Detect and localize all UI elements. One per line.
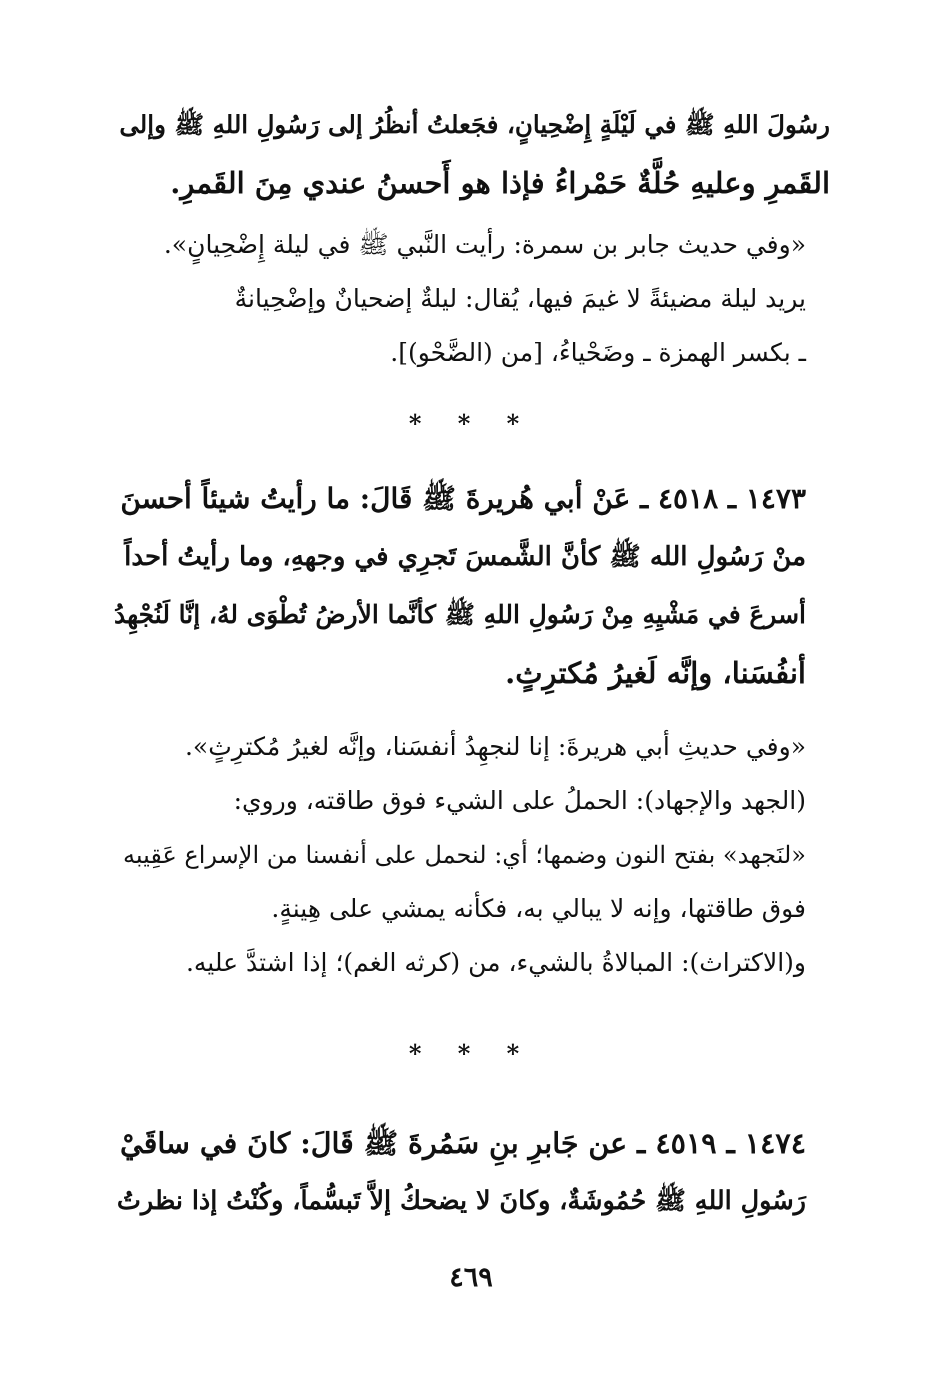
- text-line: و(الاكتراث): المبالاةُ بالشيء، من (كرثه الغم)؛ إذا اشتدَّ عليه.: [185, 948, 806, 977]
- text-line: ١٤٧٤ ـ ٤٥١٩ ـ عن جَابرِ بنِ سَمُرةَ ﷺ قَالَ: كانَ في ساقَيْ: [119, 1126, 806, 1160]
- text-line: ١٤٧٣ ـ ٤٥١٨ ـ عَنْ أبي هُريرةَ ﷺ قَالَ: ما رأيتُ شيئاً أحسنَ: [120, 482, 806, 515]
- text-line: فوق طاقتها، وإنه لا يبالي به، فكأنه يمشي على هِينةٍ.: [271, 894, 806, 923]
- hadith-1474: [112, 1114, 830, 1230]
- text-line: القَمرِ وعليهِ حُلَّةٌ حَمْراءُ فإذا هو أَحسنُ عندي مِنَ القَمرِ.: [170, 166, 830, 200]
- page-number: ٤٦٩: [449, 1262, 493, 1293]
- hadith-1473: [112, 470, 830, 702]
- page-body: [112, 96, 830, 1377]
- text-line: أنفُسَنا، وإنَّه لَغيرُ مُكترِثٍ.: [505, 656, 806, 690]
- text-line: ـ بكسر الهمزة ـ وضَحْياءُ، [من (الضَّحْو)].: [390, 338, 806, 367]
- text-line: رسُولَ اللهِ ﷺ في لَيْلَةٍ إِضْحِيانٍ، فجَعلتُ أنظُرُ إلى رَسُولِ اللهِ ﷺ وإلى: [119, 110, 830, 139]
- text-line: أسرعَ في مَشْيِهِ مِنْ رَسُولِ اللهِ ﷺ كأنَّما الأرضُ تُطْوَى لهُ، إنَّا لَنُجْهِدُ: [114, 600, 806, 629]
- commentary-block-2: [112, 720, 830, 990]
- text-line: (الجهد والإجهاد): الحملُ على الشيء فوق طاقته، وروي:: [233, 786, 806, 815]
- commentary-block-1: [112, 218, 830, 380]
- text-line: «لنَجهد» بفتح النون وضمها؛ أي: لنحمل على أنفسنا من الإسراع عَقِيبه: [122, 841, 806, 869]
- section-divider: * * *: [408, 1039, 534, 1068]
- section-divider: * * *: [408, 409, 534, 438]
- text-line: رَسُولِ اللهِ ﷺ حُمُوشَةٌ، وكانَ لا يضحكُ إلاَّ تَبسُّماً، وكُنْتُ إذا نظرتُ: [116, 1186, 806, 1216]
- text-line: «وفي حديث جابر بن سمرة: رأيت النَّبي ﷺ في ليلة إِضْحِيانٍ».: [163, 230, 806, 259]
- text-line: «وفي حديثِ أبي هريرةَ: إنا لنجهِدُ أنفسَنا، وإنَّه لغيرُ مُكترِثٍ».: [184, 732, 806, 761]
- text-line: منْ رَسُولِ الله ﷺ كأنَّ الشَّمسَ تَجرِي في وجههِ، وما رأيتُ أحداً: [124, 542, 806, 572]
- text-line: يريد ليلة مضيئةً لا غيمَ فيها، يُقال: ليلةٌ إضحيانٌ وإضْحِيانةٌ: [234, 284, 806, 313]
- hadith-continuation: [112, 96, 830, 212]
